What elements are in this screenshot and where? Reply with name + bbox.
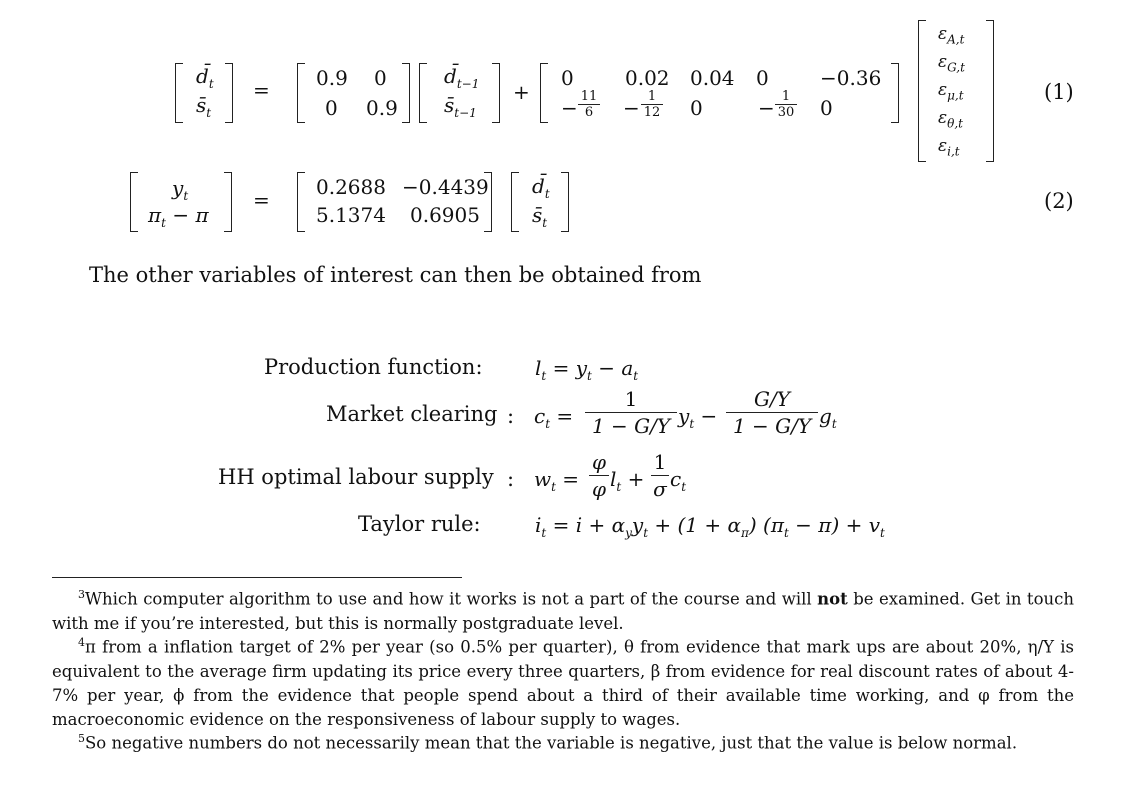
matrix-c-cell: −0.4439	[402, 175, 489, 199]
equation-number: (1)	[1044, 80, 1074, 104]
relation-label: Taylor rule:	[358, 512, 481, 536]
market-g-term: $g_t$	[819, 404, 837, 431]
matrix-b-cell: 0.02	[625, 66, 670, 90]
epsilon-mu: $\varepsilon_{\mu,t}$	[938, 80, 964, 103]
fraction-sign: −	[758, 96, 775, 120]
matrix-a-cell: 0	[325, 96, 338, 120]
right-bracket	[986, 20, 994, 162]
labour-fraction-2: 1 σ	[651, 451, 669, 500]
production-function-formula: $l_t = y_t - a_t$	[535, 356, 639, 383]
left-bracket	[130, 172, 138, 232]
market-fraction-2: G/Y 1 − G/Y	[726, 388, 818, 437]
footnote-5: $^5$So negative numbers do not necessarily mean that the variable is negative, just that the value is below normal.	[78, 732, 1018, 753]
left-bracket	[297, 63, 305, 123]
epsilon-A: $\varepsilon_{A,t}$	[938, 24, 965, 47]
market-fraction-1: 1 1 − G/Y	[585, 388, 677, 437]
market-clearing-lhs: $c_t$ =	[534, 404, 574, 431]
lhs-y: $y_t$	[172, 176, 189, 203]
matrix-b-cell: 0.04	[690, 66, 735, 90]
relation-label: Market clearing	[326, 402, 498, 426]
relation-label: Production function:	[264, 355, 483, 379]
labour-l-term: $l_t$ +	[610, 467, 645, 494]
left-bracket	[511, 172, 519, 232]
right-bracket	[561, 172, 569, 232]
right-bracket	[891, 63, 899, 123]
matrix-c-cell: 0.6905	[410, 203, 480, 227]
footnote-mark: 4	[78, 636, 85, 649]
matrix-a-cell: 0.9	[366, 96, 398, 120]
footnote-3: $^3$Which computer algorithm to use and how it works is not a part of the course and will not be examined. Get in touch with me if you’re interested, but this is normally postgraduate level.	[52, 588, 1074, 633]
rhs-d-bar-lag: $d̄_{t-1}$	[444, 64, 480, 91]
matrix-b-cell: 0	[561, 66, 574, 90]
matrix-b-fraction: 1 30	[775, 90, 797, 119]
right-bracket	[492, 63, 500, 123]
matrix-b-cell: 0	[756, 66, 769, 90]
left-bracket	[918, 20, 926, 162]
fraction-sign: −	[561, 96, 578, 120]
equals-sign: =	[253, 78, 270, 102]
matrix-b-fraction: 11 6	[578, 90, 600, 119]
left-bracket	[297, 172, 305, 232]
equation-number: (2)	[1044, 189, 1074, 213]
labour-c-term: $c_t$	[670, 467, 687, 494]
vec-d-bar: $d̄_t$	[532, 174, 550, 201]
taylor-rule-formula: $i_t = i + \alpha_yy_t + (1 + \alpha_\pi) (\pi_t - \pi) + v_t$	[535, 513, 885, 540]
matrix-b-cell: −0.36	[820, 66, 882, 90]
footnote-mark: 5	[78, 732, 85, 745]
matrix-b-fraction: 1 12	[641, 90, 663, 119]
matrix-a-cell: 0	[374, 66, 387, 90]
right-bracket	[402, 63, 410, 123]
epsilon-i: $\varepsilon_{i,t}$	[938, 136, 960, 159]
fraction-sign: −	[623, 96, 640, 120]
left-bracket	[419, 63, 427, 123]
right-bracket	[224, 172, 232, 232]
footnote-rule	[52, 577, 462, 578]
lhs-pi: $\pi_t - \pi$	[148, 203, 209, 230]
matrix-c-cell: 0.2688	[316, 175, 386, 199]
relation-colon: :	[507, 404, 515, 428]
relation-label: HH optimal labour supply	[218, 465, 494, 489]
body-sentence: The other variables of interest can then be obtained from	[89, 263, 702, 287]
lhs-s-bar: $s̄_t$	[196, 93, 212, 120]
footnote-4: $^4$π from a inflation target of 2% per year (so 0.5% per quarter), θ from evidence that mark ups are about 20%, η/Y is equivalent to the average firm updating its price every three quarters, β from evidence for real discount rates of about 4-7% per year, ϕ from the evidence that people spend about a third of their available time working, and φ from the macroeconomic evidence on the responsiveness of labour supply to wages.	[52, 636, 1074, 729]
left-bracket	[175, 63, 183, 123]
epsilon-G: $\varepsilon_{G,t}$	[938, 52, 965, 75]
market-y-term: $y_t$ −	[678, 404, 718, 431]
epsilon-theta: $\varepsilon_{\theta,t}$	[938, 108, 963, 131]
relation-colon: :	[507, 467, 515, 491]
vec-s-bar: $s̄_t$	[532, 203, 548, 230]
left-bracket	[540, 63, 548, 123]
right-bracket	[484, 172, 492, 232]
lhs-d-bar: $d̄_t$	[196, 64, 214, 91]
matrix-c-cell: 5.1374	[316, 203, 386, 227]
labour-supply-lhs: $w_t$ =	[534, 467, 580, 494]
rhs-s-bar-lag: $s̄_{t-1}$	[444, 93, 477, 120]
matrix-b-cell: 0	[690, 96, 703, 120]
footnote-mark: 3	[78, 588, 85, 601]
matrix-b-cell: 0	[820, 96, 833, 120]
plus-sign: +	[513, 80, 530, 104]
right-bracket	[225, 63, 233, 123]
equals-sign: =	[253, 188, 270, 212]
matrix-a-cell: 0.9	[316, 66, 348, 90]
labour-fraction-1: φ φ	[589, 451, 609, 500]
